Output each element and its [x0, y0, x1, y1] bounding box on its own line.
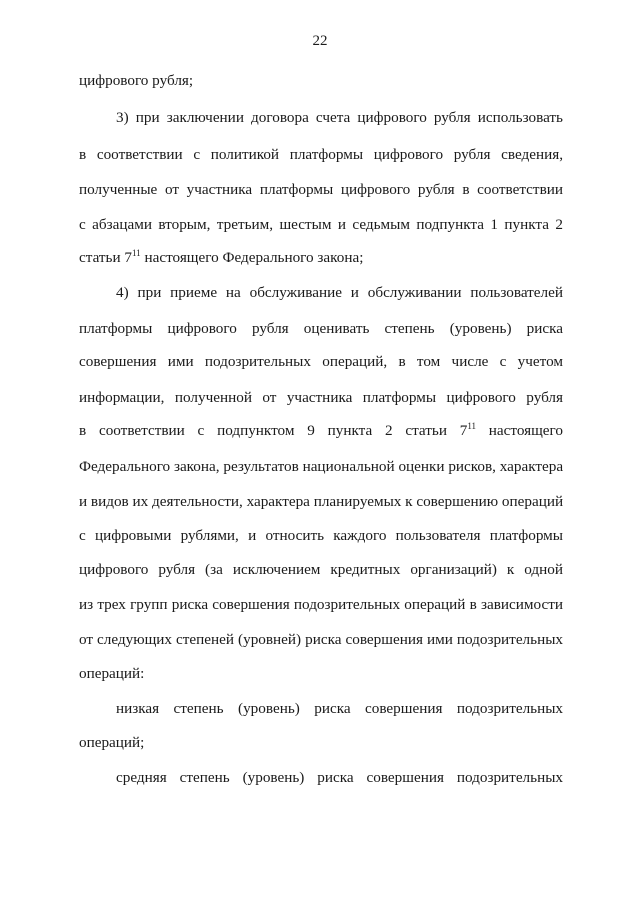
text-line: цифрового рубля (за исключением кредитных организаций) к одной	[79, 561, 563, 578]
text-line: операций;	[79, 734, 145, 751]
superscript: 11	[467, 421, 476, 431]
text-line: средняя степень (уровень) риска совершения подозрительных	[116, 769, 563, 786]
text-line: низкая степень (уровень) риска совершения подозрительных	[116, 700, 563, 717]
text-line: с абзацами вторым, третьим, шестым и седьмым подпункта 1 пункта 2	[79, 216, 563, 233]
text-line: совершения ими подозрительных операций, в том числе с учетом	[79, 353, 563, 370]
text-line: Федерального закона, результатов национальной оценки рисков, характера	[79, 458, 564, 475]
text-line: информации, полученной от участника платформы цифрового рубля	[79, 389, 563, 406]
text-line: 3) при заключении договора счета цифрового рубля использовать	[116, 109, 563, 126]
text-line: из трех групп риска совершения подозрительных операций в зависимости	[79, 596, 563, 613]
text-line: операций:	[79, 665, 145, 682]
page-number: 22	[312, 33, 328, 49]
text-line: 4) при приеме на обслуживание и обслуживании пользователей	[116, 284, 563, 301]
text-fragment: настоящего	[476, 422, 563, 439]
text-line: цифрового рубля;	[79, 72, 194, 89]
text-line: с цифровыми рублями, и относить каждого пользователя платформы	[79, 527, 563, 544]
text-fragment: настоящего Федерального закона;	[140, 249, 364, 266]
text-line	[79, 248, 563, 268]
text-fragment: в соответствии с подпунктом 9 пункта 2 статьи 7	[79, 422, 468, 439]
text-line: полученные от участника платформы цифрового рубля в соответствии	[79, 181, 563, 198]
text-line: от следующих степеней (уровней) риска совершения ими подозрительных	[79, 631, 563, 648]
text-line	[79, 421, 563, 441]
text-fragment: статьи 7	[79, 249, 132, 266]
text-line: платформы цифрового рубля оценивать степень (уровень) риска	[79, 320, 563, 337]
superscript: 11	[132, 248, 141, 258]
text-line: в соответствии с политикой платформы цифрового рубля сведения,	[79, 146, 563, 163]
text-line: и видов их деятельности, характера планируемых к совершению операций	[79, 493, 564, 510]
